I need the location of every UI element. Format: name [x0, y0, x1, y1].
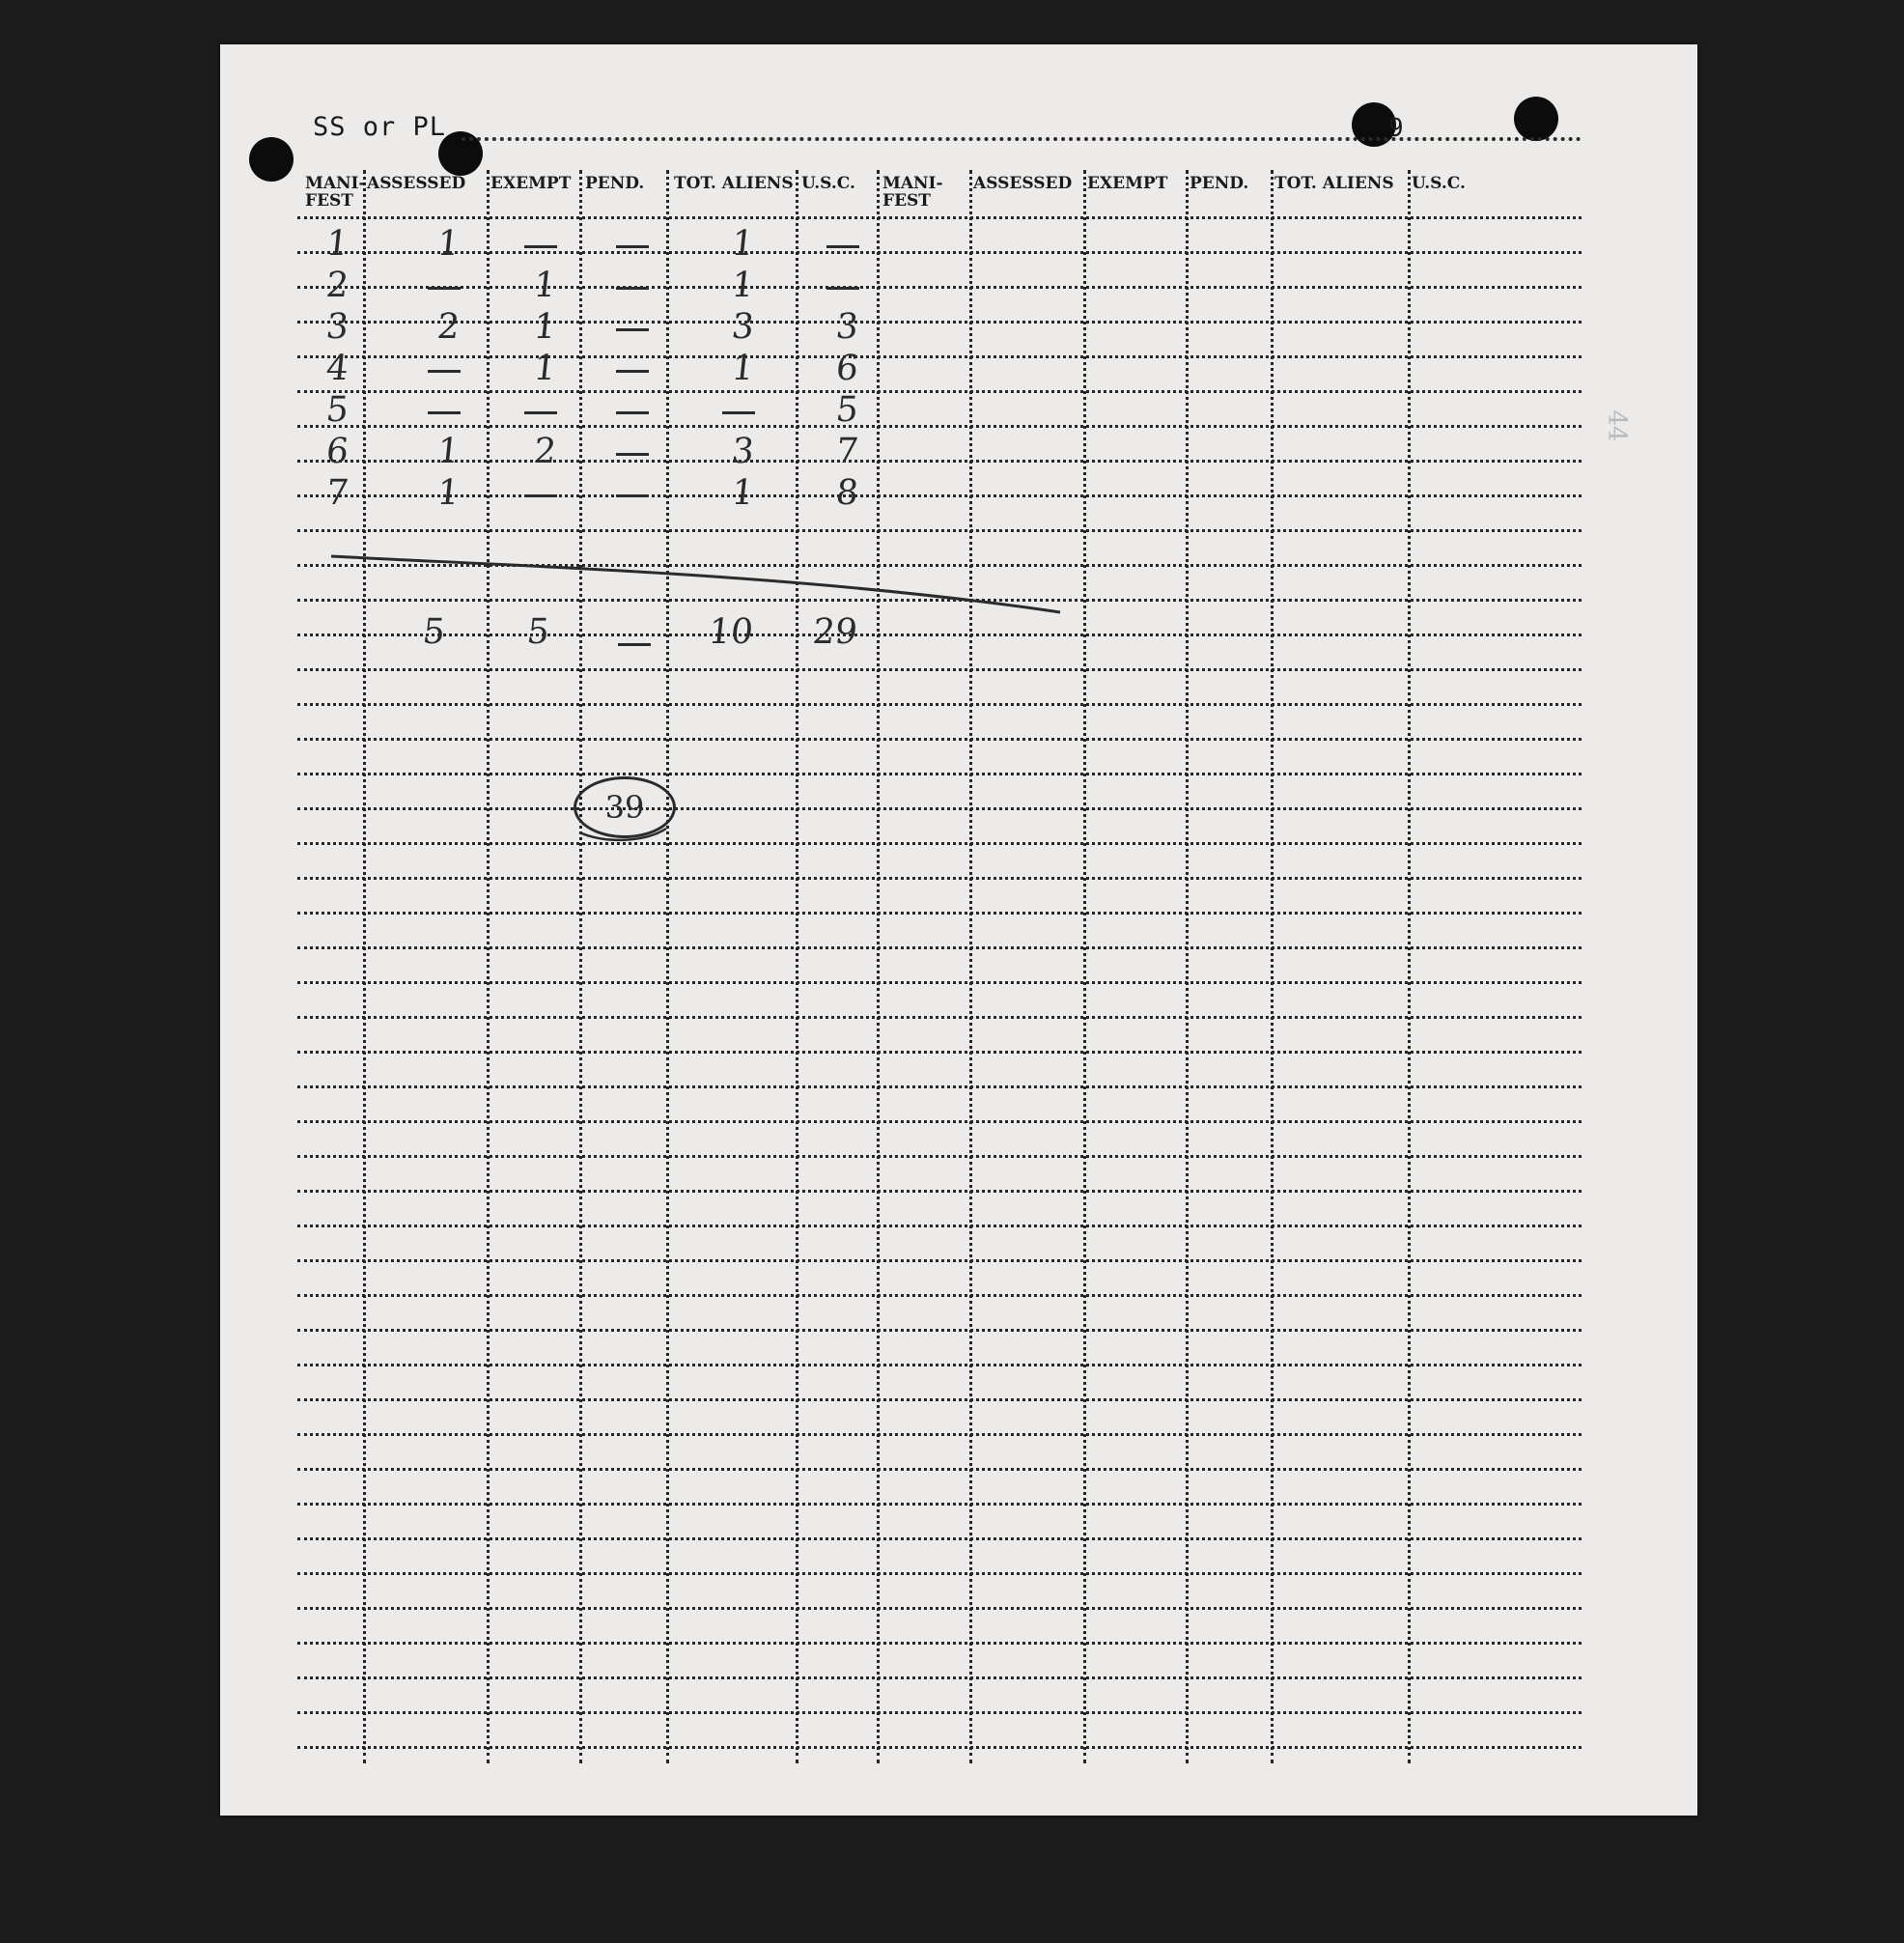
entry-usc: 3 [833, 307, 861, 347]
total-dash-pend [618, 643, 651, 646]
entry-exempt: 1 [531, 349, 559, 388]
total-exempt: 5 [524, 612, 552, 652]
col-head-assessed-2: ASSESSED [973, 174, 1073, 193]
grand-total-circled: 39 [574, 776, 676, 838]
entry-manifest: 1 [323, 224, 351, 264]
total-usc: 29 [810, 612, 859, 652]
entry-manifest: 5 [323, 390, 351, 430]
entry-manifest: 3 [323, 307, 351, 347]
col-head-assessed: ASSESSED [367, 174, 466, 193]
entry-tot_aliens: 1 [729, 349, 757, 388]
entry-assessed: 1 [434, 432, 462, 471]
entry-tot_aliens: 1 [729, 224, 757, 264]
entry-assessed: 2 [434, 307, 462, 347]
col-head-exempt: EXEMPT [490, 174, 572, 193]
col-head-tot-aliens: TOT. ALIENS [674, 174, 794, 193]
entry-usc: 6 [833, 349, 861, 388]
underline-stroke [220, 44, 1697, 1816]
col-head-usc-2: U.S.C. [1412, 174, 1466, 193]
total-tot_aliens: 10 [706, 612, 755, 652]
col-head-pend-2: PEND. [1190, 174, 1249, 193]
col-head-pend: PEND. [585, 174, 645, 193]
entry-manifest: 6 [323, 432, 351, 471]
entry-usc: 7 [833, 432, 861, 471]
entry-tot_aliens: 1 [729, 266, 757, 305]
entry-usc: 5 [833, 390, 861, 430]
year-fragment: 9 [1388, 114, 1404, 143]
vessel-label: SS or PL [313, 112, 447, 142]
col-head-tot-aliens-2: TOT. ALIENS [1274, 174, 1394, 193]
col-head-exempt-2: EXEMPT [1087, 174, 1168, 193]
col-head-usc: U.S.C. [801, 174, 855, 193]
col-head-manifest: MANI- FEST [305, 174, 366, 211]
form-sheet [220, 44, 1697, 1816]
entry-exempt: 2 [531, 432, 559, 471]
entry-manifest: 4 [323, 349, 351, 388]
total-assessed: 5 [420, 612, 448, 652]
entry-manifest: 2 [323, 266, 351, 305]
entry-manifest: 7 [323, 473, 351, 513]
col-head-manifest-2: MANI- FEST [882, 174, 943, 211]
margin-note: 44 [1602, 409, 1632, 442]
entry-tot_aliens: 3 [729, 432, 757, 471]
entry-assessed: 1 [434, 224, 462, 264]
entry-usc: 8 [833, 473, 861, 513]
entry-tot_aliens: 3 [729, 307, 757, 347]
entry-exempt: 1 [531, 266, 559, 305]
entry-exempt: 1 [531, 307, 559, 347]
entry-assessed: 1 [434, 473, 462, 513]
entry-tot_aliens: 1 [729, 473, 757, 513]
